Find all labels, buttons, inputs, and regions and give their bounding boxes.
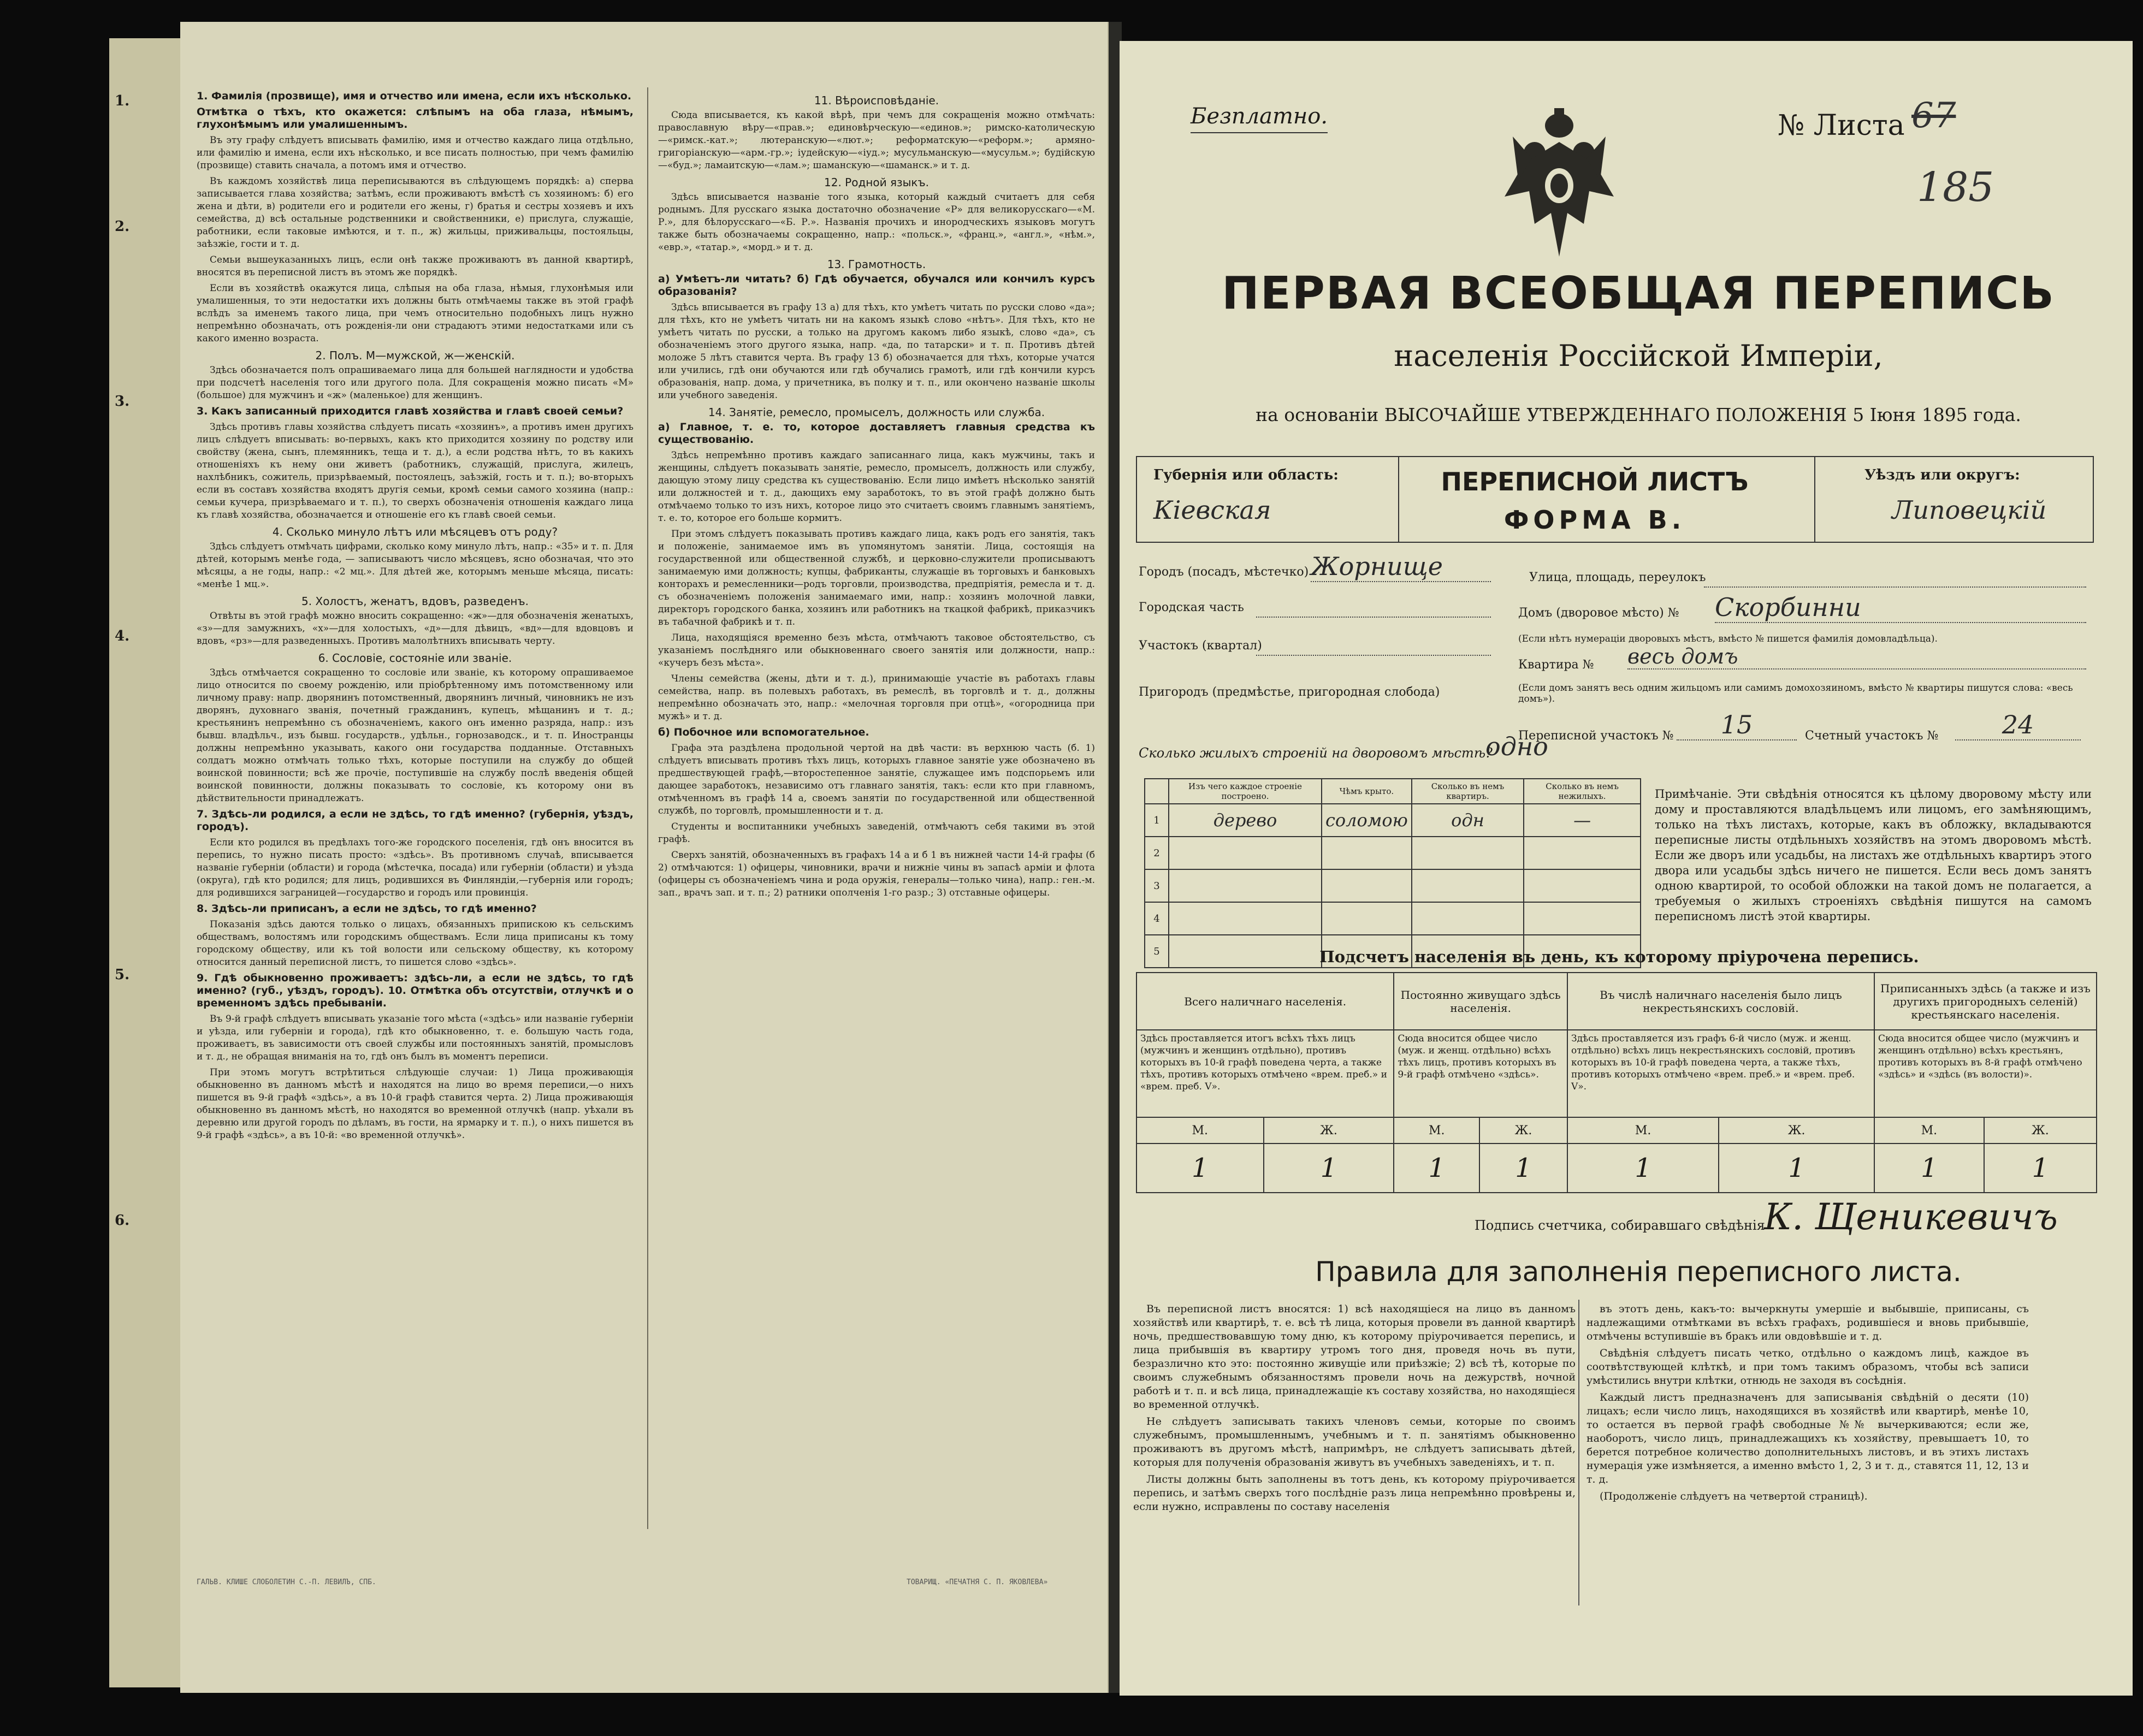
table-cell[interactable] <box>1412 902 1524 935</box>
paragraph: Графа эта раздѣлена продольной чертой на двѣ части: въ верхнюю часть (б. 1) слѣдуетъ вписывать противъ тѣхъ лицъ, которыхъ главное занятіе уже обозначено въ предшествующей графѣ,—второстепенное занятіе, служащее имъ подспорьемъ или дающее заработокъ, независимо отъ главнаго занятія, такъ: если кто при главномъ, отмѣченномъ въ графѣ 14 а, своемъ занятіи по государственной или общественной службѣ, по торговлѣ, промышленности и т. д. <box>658 743 1095 816</box>
column-divider <box>647 87 648 1529</box>
table-cell[interactable] <box>1322 869 1412 902</box>
enumerator-signature-label: Подпись счетчика, собиравшаго свѣдѣнія <box>1475 1218 1765 1233</box>
instructions-column-right <box>658 90 1095 903</box>
buildings-header-number <box>1145 779 1169 804</box>
paragraph: Здѣсь непремѣнно противъ каждаго записаннаго лица, какъ мужчины, такъ и женщины, слѣдуетъ показывать занятіе, ремесло, промыселъ, должность или службу, дающую этому лицу средства къ существованію. Если лицо имѣетъ нѣсколько занятій или должностей и т. д., дающихъ ему заработокъ, то въ этой графѣ должно быть отмѣчаемо только то изъ нихъ, которое лицо это считаетъ своимъ главнымъ занятіемъ, т. е. то, которое его больше кормитъ. <box>658 450 1095 524</box>
census-section-label: Переписной участокъ № <box>1518 729 1674 743</box>
buildings-question: Сколько жилыхъ строеній на дворовомъ мѣстѣ? <box>1139 745 1493 761</box>
count-header: Постоянно живущаго здѣсь населенія. <box>1394 973 1567 1030</box>
count-value[interactable]: 1 <box>1136 1143 1264 1193</box>
paragraph: Студенты и воспитанники учебныхъ заведеній, отмѣчаютъ себя такими въ этой графѣ. <box>658 821 1095 845</box>
table-cell[interactable] <box>1524 869 1641 902</box>
paragraph: Сверхъ занятій, обозначенныхъ въ графахъ 14 а и б 1 въ нижней части 14-й графы (б 2) отмѣчаются: 1) офицеры, чиновники, врачи и нижніе чины въ запасѣ арміи и флота (офицеры съ обозначеніемъ чина и рода оружія, генералы—только чина), напр.: ген.-м. зап., врачъ зап. и т. п.; 2) ратники ополченія 1-го разр.; 3) отставные офицеры. <box>658 850 1095 898</box>
count-description: Здѣсь проставляется итогъ всѣхъ тѣхъ лицъ (мужчинъ и женщинъ отдѣльно), противъ которыхъ въ 10-й графѣ поведена черта, а также тѣхъ, противъ которыхъ отмѣчено «врем. преб.» и «врем. преб. V». <box>1136 1030 1394 1117</box>
female-label: Ж. <box>1264 1117 1394 1143</box>
item-heading: Отмѣтка о тѣхъ, кто окажется: слѣпымъ на оба глаза, нѣмымъ, глухонѣмымъ или умалишеннымъ. <box>197 106 634 131</box>
double-headed-eagle-emblem <box>1502 104 1617 262</box>
table-row <box>1145 837 1641 869</box>
paragraph: въ этотъ день, какъ-то: вычеркнуты умершіе и выбывшіе, приписаны, съ надлежащими отмѣтками въ всѣхъ графахъ, родившіеся и вновь прибывшіе, отмѣчены вступившіе въ бракъ или овдовѣвшіе и т. д. <box>1586 1303 2029 1342</box>
paragraph: Листы должны быть заполнены въ тотъ день, къ которому пріурочивается перепись, и затѣмъ сверхъ того послѣдніе разъ лица непремѣнно провѣрены и, если нужно, исправлены по составу населенія <box>1133 1473 1576 1513</box>
count-description: Здѣсь проставляется изъ графъ 6-й число (муж. и женщ. отдѣльно) всѣхъ лицъ некрестьянскихъ сословій, противъ которыхъ въ 10-й графѣ поведена черта, а также тѣхъ, противъ которыхъ отмѣчено «врем. преб.» и «врем. преб. V». <box>1567 1030 1874 1117</box>
paragraph: При этомъ слѣдуетъ показывать противъ каждаго лица, какъ родъ его занятія, такъ и положеніе, занимаемое имъ въ упомянутомъ занятіи. Лица, состоящія на государственной или общественной службѣ, и церковно-служители прописываютъ занимаемую ими должность; купцы, фабриканты, служащіе въ торговыхъ и банковыхъ конторахъ и ремесленники—родъ торговли, производства, предпріятія, ремесла и т. д. съ обозначеніемъ положенія занимаемаго ими, напр.: хозяинъ молочной лавки, директоръ городского банка, хозяинъ или работникъ на ткацкой фабрикѣ, приказчикъ въ табачной фабрикѣ и т. п. <box>658 529 1095 627</box>
population-count-table <box>1136 972 2097 1193</box>
paragraph: Здѣсь обозначается полъ опрашиваемаго лица для большей наглядности и удобства при подсчетѣ населенія того или другого пола. Для сокращенія можно писать «М» (большое) для мужчинъ и «ж» (маленькое) для женщинъ. <box>197 365 634 401</box>
section-label: Участокъ (квартал) <box>1139 639 1262 653</box>
buildings-table <box>1144 778 1641 968</box>
edge-number: 1. <box>115 93 130 109</box>
count-value[interactable]: 1 <box>1394 1143 1479 1193</box>
paragraph: Члены семейства (жены, дѣти и т. д.), принимающіе участіе въ работахъ главы семейства, напр. въ полевыхъ работахъ, въ ремеслѣ, въ торговлѣ и т. д., должны непремѣнно обозначать это, напр.: «мелочная торговля при отцѣ», «огородница при мужѣ» и т. д. <box>658 673 1095 722</box>
item-heading: 9. Гдѣ обыкновенно проживаетъ: здѣсь-ли, а если не здѣсь, то гдѣ именно? (губ., уѣздъ, городъ). 10. Отмѣтка объ отсутствіи, отлучкѣ и о временномъ здѣсь пребываніи. <box>197 972 634 1009</box>
building-roof[interactable]: соломою <box>1322 804 1412 837</box>
count-description: Сюда вносится общее число (мужчинъ и женщинъ отдѣльно) всѣхъ крестьянъ, противъ которыхъ въ 8-й графѣ отмѣчено «здѣсь» и «здѣсь (въ волости)». <box>1874 1030 2097 1117</box>
paragraph: Въ эту графу слѣдуетъ вписывать фамилію, имя и отчество каждаго лица отдѣльно, или фамилію и имена, если ихъ нѣсколько, и все писать полностью, при чемъ фамилію (прозвище) ставить сначала, а потомъ имя и отчество. <box>197 135 634 171</box>
building-apartments[interactable]: одн <box>1412 804 1524 837</box>
rules-divider <box>1578 1300 1579 1605</box>
form-letter: ФОРМА В. <box>1503 505 1686 535</box>
count-value[interactable]: 1 <box>1567 1143 1719 1193</box>
section-heading: 4. Сколько минуло лѣтъ или мѣсяцевъ отъ роду? <box>272 525 558 538</box>
house-value[interactable]: Скорбинни <box>1715 593 2086 623</box>
province-cell <box>1137 457 1399 542</box>
rules-column-right <box>1586 1302 2029 1507</box>
section-heading: 6. Сословіе, состояніе или званіе. <box>318 651 512 665</box>
street-line[interactable] <box>1704 584 2086 588</box>
province-value[interactable]: Кіевская <box>1153 495 1271 525</box>
city-part-label: Городская часть <box>1139 601 1244 614</box>
row-number: 2 <box>1145 837 1169 869</box>
paragraph: Здѣсь противъ главы хозяйства слѣдуетъ писать «хозяинъ», а противъ имен другихъ лицъ слѣдуетъ вписывать: во-первыхъ, какъ кто приходится хозяину по родству или свойству (жена, сынъ, племянникъ, теща и т. д.), а если родства нѣтъ, то въ какихъ отношеніяхъ къ нему они живетъ (работникъ, служащій, прислуга, жилецъ, нахлѣбникъ, сожитель, призрѣваемый, постоялецъ, заѣзжій, гость и т. п.); во-вторыхъ если въ составъ хозяйства входятъ другія семьи, кромѣ семьи самого хозяина (напр.: семьи кучера, призрѣваемаго и т. п.), то сверхъ обозначенія отношенія каждаго лица къ главѣ хозяйства, обозначается и отношеніе его къ главѣ своей семьи. <box>197 422 634 520</box>
paragraph: Не слѣдуетъ записывать такихъ членовъ семьи, которые по своимъ служебнымъ, промышленнымъ, учебнымъ и т. п. занятіямъ обыкновенно проживаютъ въ другомъ мѣстѣ, напримѣръ, не слѣдуетъ записывать дѣтей, которыя для полученія образованія живутъ въ учебныхъ заведеніяхъ, и т. п. <box>1133 1415 1576 1468</box>
counting-section-label: Счетный участокъ № <box>1805 729 1939 743</box>
sheet-number-label: № Листа <box>1778 109 1905 142</box>
section-heading: 5. Холостъ, женатъ, вдовъ, разведенъ. <box>301 595 529 608</box>
city-label: Городъ (посадъ, мѣстечко) <box>1139 565 1309 579</box>
rules-title: Правила для заполненія переписного листа. <box>1315 1256 1962 1288</box>
count-description: Сюда вносится общее число (муж. и женщ. отдѣльно) всѣхъ тѣхъ лицъ, противъ которыхъ въ 9-й графѣ отмѣчено «здѣсь». <box>1394 1030 1567 1117</box>
census-section-value[interactable]: 15 <box>1677 710 1797 740</box>
census-title: ПЕРВАЯ ВСЕОБЩАЯ ПЕРЕПИСЬ <box>1222 268 2055 319</box>
form-title: ПЕРЕПИСНОЙ ЛИСТЪ <box>1441 467 1749 496</box>
paragraph: Здѣсь вписывается въ графу 13 а) для тѣхъ, кто умѣетъ читать по русски слово «да»; для тѣхъ, кто не умѣетъ читать ни на какомъ языкѣ слово «нѣтъ». Для тѣхъ, кто не умѣетъ читать по русски, а только на другомъ какомъ либо языкѣ, слово «да», съ обозначеніемъ этого другого языка, напр. «да, по татарски» и т. п. Противъ дѣтей моложе 5 лѣтъ ставится черта. Въ графу 13 б) обозначается для тѣхъ, которые учатся или учились, гдѣ они обучаются или гдѣ обучались грамотѣ, или гдѣ кончили курсъ образованія, напр. дома, у причетника, въ полку и т. п., или окончено названіе школы или учебного заведенія. <box>658 302 1095 401</box>
paragraph: Сюда вписывается, къ какой вѣрѣ, при чемъ для сокращенія можно отмѣчать: православную вѣру—«прав.»; единовѣрческую—«единов.»; римско-католическую—«римск.-кат.»; лютеранскую—«лют.»; реформатскую—«реформ.»; армяно-григоріанскую—«арм.-гр.»; іудейскую—«іуд.»; мусульманскую—«мусульм.»; будійскую—«буд.»; ламаитскую—«лам.»; шаманскую—«шаманск.» и т. д. <box>658 110 1095 171</box>
table-cell[interactable] <box>1524 837 1641 869</box>
free-of-charge-label: Безплатно. <box>1191 104 1328 133</box>
paragraph: Каждый листъ предназначенъ для записыванія свѣдѣній о десяти (10) лицахъ; если число лицъ, находящихся въ хозяйствѣ или квартирѣ, менѣе 10, то остается въ первой графѣ свободные №№ вычеркиваются; если же, наоборотъ, число лицъ, принадлежащихъ къ хозяйству, превышаетъ 10, то берется потребное количество дополнительныхъ листовъ, и въ этихъ листахъ нумерація уже измѣняется, а именно вмѣсто 1, 2, 3 и т. д., ставятся 11, 12, 13 и т. д. <box>1586 1391 2029 1485</box>
apartment-note: (Если домъ занятъ весь одним жильцомъ или самимъ домохозяиномъ, вмѣсто № квартиры пишутся слова: «весь домъ»). <box>1518 683 2073 704</box>
section-heading: 14. Занятіе, ремесло, промыселъ, должность или служба. <box>708 406 1045 419</box>
edge-number: 5. <box>115 967 130 983</box>
count-value[interactable]: 1 <box>1874 1143 1984 1193</box>
section-heading: 13. Грамотность. <box>827 258 926 271</box>
section-heading: 2. Полъ. М—мужской, ж—женскій. <box>315 349 515 362</box>
section-line[interactable] <box>1256 653 1491 656</box>
table-row <box>1145 902 1641 935</box>
table-cell[interactable] <box>1322 902 1412 935</box>
table-cell[interactable] <box>1412 837 1524 869</box>
item-heading: 1. Фамилія (прозвище), имя и отчество или имена, если ихъ нѣсколько. <box>197 90 632 102</box>
street-label: Улица, площадь, переулокъ <box>1529 571 1706 584</box>
counting-section-value[interactable]: 24 <box>1955 710 2081 740</box>
paragraph: Лица, находящіяся временно безъ мѣста, отмѣчаютъ таковое обстоятельство, съ указаніемъ послѣдняго или обыкновеннаго своего занятія или должности, напр.: «кучеръ безъ мѣста». <box>658 632 1095 668</box>
district-cell <box>1814 457 2093 542</box>
paragraph: Въ каждомъ хозяйствѣ лица переписываются въ слѣдующемъ порядкѣ: а) сперва записывается глава хозяйства; затѣмъ, если проживаютъ вмѣстѣ съ хозяиномъ: б) его жена и дѣти, в) родители его и родители его жены, г) братья и сестры хозяевъ и ихъ семейства, д) всѣ остальные родственники и свойственники, е) прислуга, служащіе, работники, если таковые имѣются, и т. п., ж) жильцы, приживальцы, постояльцы, заѣзжіе, гости и т. д. <box>197 176 634 250</box>
table-row <box>1145 869 1641 902</box>
instructions-column-left <box>197 90 634 1145</box>
city-part-line[interactable] <box>1256 614 1491 618</box>
paragraph: Въ переписной листъ вносятся: 1) всѣ находящіеся на лицо въ данномъ хозяйствѣ или квартирѣ, т. е. всѣ тѣ лица, которыя провели въ данной квартирѣ ночь, предшествовавшую тому дню, къ которому пріурочивается перепись, и лица прибывшія въ квартиру утромъ того дня, проведя ночь въ пути, безразлично кто это: постоянно живущіе или приѣзжіе; 2) всѣ тѣ, которые по своимъ служебнымъ обязанностямъ провели ночь на дежурствѣ, ночной работѣ и т. п. и всѣ лица, принадлежащіе къ составу хозяйства, но находящіеся во временной отлучкѣ. <box>1133 1303 1576 1411</box>
paragraph: Свѣдѣнія слѣдуетъ писать четко, отдѣльно о каждомъ лицѣ, каждое въ соотвѣтствующей клѣткѣ, и при томъ такимъ образомъ, чтобы всѣ записи умѣстились внутри клѣтки, отнюдь не заходя въ сосѣднія. <box>1586 1347 2029 1387</box>
table-cell[interactable] <box>1412 869 1524 902</box>
table-cell[interactable] <box>1169 837 1322 869</box>
paragraph: Семьи вышеуказанныхъ лицъ, если онѣ также проживаютъ въ данной квартирѣ, вносятся въ переписной листъ въ этомъ же порядкѣ. <box>197 254 634 278</box>
district-value[interactable]: Липовецкій <box>1892 495 2047 525</box>
building-material[interactable]: дерево <box>1169 804 1322 837</box>
female-label: Ж. <box>1719 1117 1874 1143</box>
building-nonresidential[interactable]: — <box>1524 804 1641 837</box>
printer-footer-right: ТОВАРИЩ. «ПЕЧАТНЯ С. П. ЯКОВЛЕВА» <box>907 1578 1048 1586</box>
item-heading: 7. Здѣсь-ли родился, а если не здѣсь, то гдѣ именно? (губернія, уѣздъ, городъ). <box>197 808 634 833</box>
section-heading: 11. Вѣроисповѣданіе. <box>814 94 939 107</box>
buildings-value[interactable]: одно <box>1485 732 1548 761</box>
buildings-header: Сколько въ немъ нежилыхъ. <box>1524 779 1641 804</box>
paragraph: Въ 9-й графѣ слѣдуетъ вписывать указаніе того мѣста («здѣсь» или названіе губерніи и уѣзда, или губерніи и города), гдѣ кто обыкновенно, т. е. большую часть года, проживаетъ, въ зависимости отъ своей службы или постоянныхъ занятій, промысловъ и т. д., не обращая вниманія на то, гдѣ онъ былъ въ моментъ переписи. <box>197 1014 634 1062</box>
legal-basis-line: на основаніи ВЫСОЧАЙШЕ УТВЕРЖДЕННАГО ПОЛОЖЕНІЯ 5 Іюня 1895 года. <box>1256 404 2021 425</box>
house-label: Домъ (дворовое мѣсто) № <box>1518 606 1679 620</box>
paragraph: (Продолженіе слѣдуетъ на четвертой страницѣ). <box>1600 1490 1868 1502</box>
edge-number: 3. <box>115 393 130 410</box>
count-value[interactable]: 1 <box>1984 1143 2097 1193</box>
enumerator-signature: К. Щеникевичъ <box>1764 1196 2058 1238</box>
paragraph: Показанія здѣсь даются только о лицахъ, обязанныхъ припискою къ сельскимъ обществамъ, волостямъ или городскимъ обществамъ. Если лица приписаны къ тому городскому обществу, или къ той волости или сельскому обществу, къ которому относится данный переписной листъ, то пишется слово «здѣсь». <box>197 919 634 968</box>
paragraph: Здѣсь отмѣчается сокращенно то сословіе или званіе, къ которому опрашиваемое лицо относится по своему рожденію, или пріобрѣтенному имъ потомственному или личному праву: напр. дворянинъ потомственный, дворянинъ личный, чиновникъ не изъ дворянъ, духовнаго званія, почетный гражданинъ, купецъ, мѣщанинъ и т. д.; крестьянинъ непремѣнно съ обозначеніемъ, какого онъ именно разряда, напр.: изъ бывш. владѣльч., изъ бывш. государств., удѣльн., горнозаводск., и т. п. Иностранцы должны непремѣнно указывать, какого они государства подданные. Отставныхъ солдатъ можно отмѣчать только тѣхъ, которые поступили на службу до общей воинской повинности; всѣ же прочіе, поступившіе на службу послѣ введенія общей воинской повинности, должны показывать то сословіе, къ которому они въ дѣйствительности принадлежатъ. <box>197 667 634 804</box>
buildings-header: Изъ чего каждое строеніе построено. <box>1169 779 1322 804</box>
row-number: 5 <box>1145 935 1169 968</box>
district-label: Уѣздъ или округъ: <box>1864 467 2020 483</box>
count-header: Въ числѣ наличнаго населенія было лицъ некрестьянскихъ сословій. <box>1567 973 1874 1030</box>
paragraph: Если кто родился въ предѣлахъ того-же городского поселенія, гдѣ онъ вносится въ перепись, то нужно писать просто: «здѣсь». Въ противномъ случаѣ, вписывается названіе губерніи (области) и города (мѣстечка, посада) или губерніи (области) и уѣзда (округа), гдѣ кто родился; для лицъ, родившихся въ Финляндіи,—губернія или городъ; для родившихся заграницей—государство и городъ или провинція. <box>197 837 634 898</box>
buildings-header: Сколько въ немъ квартиръ. <box>1412 779 1524 804</box>
female-label: Ж. <box>1479 1117 1567 1143</box>
sheet-number-handwritten: 185 <box>1917 164 1994 211</box>
buildings-note: Примѣчаніе. Эти свѣдѣнія относятся къ цѣлому дворовому мѣсту или дому и проставляются владѣльцемъ или лицомъ, его замѣняющимъ, только на тѣхъ листахъ, которые, какъ въ обложку, вкладываются переписные листы отдѣльныхъ хозяйствъ на этомъ дворовомъ мѣстѣ. Если же дворъ или усадьбы, на листахъ же отдѣльныхъ квартиръ этого двора или усадьбы здѣсь ничего не пишется. Если весь домъ занятъ одною квартирой, то особой обложки на такой домъ не полагается, а требуемыя о жилыхъ строеніяхъ свѣдѣнія пишутся на самомъ переписномъ листѣ этой квартиры. <box>1655 787 2092 923</box>
row-number: 1 <box>1145 804 1169 837</box>
section-heading: 12. Родной языкъ. <box>824 176 929 189</box>
male-label: М. <box>1394 1117 1479 1143</box>
apartment-label: Квартира № <box>1518 658 1594 672</box>
paragraph: Здѣсь слѣдуетъ отмѣчать цифрами, сколько кому минуло лѣтъ, напр.: «35» и т. п. Для дѣтей, которымъ менѣе года, — записываютъ число мѣсяцевъ, ясно обозначая, что это мѣсяцы, а не годы, напр.: «2 мц.». Для дѣтей же, которымъ меньше мѣсяца, писать: «менѣе 1 мц.». <box>197 541 634 590</box>
male-label: М. <box>1567 1117 1719 1143</box>
count-value[interactable]: 1 <box>1719 1143 1874 1193</box>
apartment-value[interactable]: весь домъ <box>1627 644 2086 669</box>
female-label: Ж. <box>1984 1117 2097 1143</box>
item-heading: а) Главное, т. е. то, которое доставляетъ главныя средства къ существованію. <box>658 421 1095 446</box>
house-note: (Если нѣтъ нумераціи дворовыхъ мѣстъ, вмѣсто № пишется фамилія домовладѣльца). <box>1518 633 1938 644</box>
count-header: Всего наличнаго населенія. <box>1136 973 1394 1030</box>
paragraph: Отвѣты въ этой графѣ можно вносить сокращенно: «ж»—для обозначенія женатыхъ, «з»—для замужнихъ, «х»—для холостыхъ, «д»—для дѣвицъ, «вд»—для вдовцовъ и вдовъ, «рз»—для разведенныхъ. Противъ малолѣтнихъ вписывать черту. <box>197 611 634 647</box>
item-heading: 3. Какъ записанный приходится главѣ хозяйства и главѣ своей семьи? <box>197 405 624 417</box>
table-cell[interactable] <box>1524 902 1641 935</box>
table-cell[interactable] <box>1169 902 1322 935</box>
sheet-number-crossed: 67 <box>1911 96 1956 136</box>
printer-footer-left: ГАЛЬВ. КЛИШЕ СЛОБОЛЕТИН С.-П. ЛЕВИЛЪ, СПБ. <box>197 1578 376 1586</box>
edge-number: 6. <box>115 1212 130 1229</box>
city-value[interactable]: Жорнище <box>1311 552 1491 582</box>
item-heading: б) Побочное или вспомогательное. <box>658 726 869 738</box>
table-cell[interactable] <box>1322 837 1412 869</box>
population-count-title: Подсчетъ населенія въ день, къ которому пріурочена перепись. <box>1319 947 1919 966</box>
rules-column-left <box>1133 1302 1576 1517</box>
male-label: М. <box>1136 1117 1264 1143</box>
edge-number: 4. <box>115 628 130 644</box>
edge-number: 2. <box>115 218 130 235</box>
census-subtitle: населенія Россійской Имперіи, <box>1394 339 1883 373</box>
row-number: 3 <box>1145 869 1169 902</box>
table-cell[interactable] <box>1169 869 1322 902</box>
item-heading: 8. Здѣсь-ли приписанъ, а если не здѣсь, то гдѣ именно? <box>197 903 537 915</box>
count-value[interactable]: 1 <box>1264 1143 1394 1193</box>
previous-pages-edge <box>109 38 186 1687</box>
paragraph: При этомъ могутъ встрѣтиться слѣдующіе случаи: 1) Лица проживающія обыкновенно въ данномъ мѣстѣ и находятся на лицо во время переписи,—о нихъ пишется въ 9-й графѣ «здѣсь», а въ 10-й графѣ ставится черта. 2) Лица проживающія обыкновенно въ данномъ мѣстѣ, но находятся во временной отлучкѣ (напр. уѣхали въ деревню или другой городъ по дѣламъ, въ гости, на ярмарку и т. п.), о нихъ пишется въ 9-й графѣ «здѣсь», а въ 10-й: «во временной отлучкѣ». <box>197 1067 634 1141</box>
item-heading: а) Умѣетъ-ли читать? б) Гдѣ обучается, обучался или кончилъ курсъ образованія? <box>658 273 1095 298</box>
paragraph: Если въ хозяйствѣ окажутся лица, слѣпыя на оба глаза, нѣмыя, глухонѣмыя или умалишенныя, то эти недостатки ихъ должны быть отмѣчаемы также въ этой графѣ вслѣдъ за именемъ такого лица, при чемъ относительно подобныхъ лицъ нужно непремѣнно обозначать, отъ рожденія-ли они страдаютъ этими недостатками или съ какого именно возраста. <box>197 283 634 344</box>
male-label: М. <box>1874 1117 1984 1143</box>
suburb-label: Пригородъ (предмѣстье, пригородная слобода) <box>1139 685 1440 699</box>
count-header: Приписанныхъ здѣсь (а также и изъ другихъ пригородныхъ селеній) крестьянскаго населенія. <box>1874 973 2097 1030</box>
row-number: 4 <box>1145 902 1169 935</box>
table-row <box>1145 804 1641 837</box>
paragraph: Здѣсь вписывается названіе того языка, который каждый считаетъ для себя роднымъ. Для русскаго языка достаточно обозначение «Р» для великорусскаго—«М. Р.», для бѣлорусскаго—«Б. Р.». Названія прочихъ и инородческихъ языковъ могутъ также быть обозначаемы сокращенно, напр.: «польск.», «франц.», «англ.», «нѣм.», «евр.», «татар.», «морд.» и т. д. <box>658 192 1095 253</box>
buildings-header: Чѣмъ крыто. <box>1322 779 1412 804</box>
count-value[interactable]: 1 <box>1479 1143 1567 1193</box>
province-label: Губернія или область: <box>1153 467 1339 483</box>
